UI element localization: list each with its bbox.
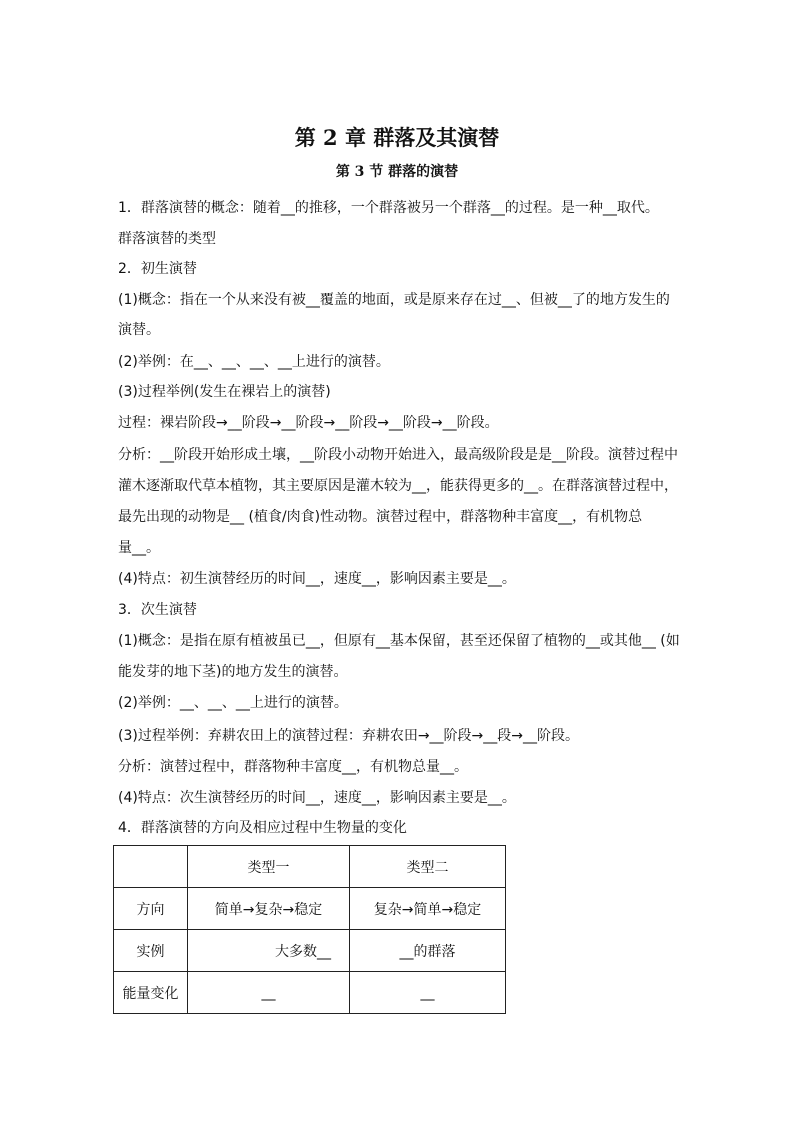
table-header-cell: 类型一 xyxy=(188,846,350,888)
text-line: 最先出现的动物是__ (植食/肉食)性动物。演替过程中，群落物种丰富度__，有机物总 xyxy=(118,509,643,525)
text-line: (4)特点：初生演替经历的时间__，速度__，影响因素主要是__。 xyxy=(118,571,516,587)
text-line: (3)过程举例(发生在裸岩上的演替) xyxy=(118,384,331,400)
table-cell xyxy=(188,930,350,972)
section-title: 第 3 节 群落的演替 xyxy=(335,164,459,180)
text-line: 2．初生演替 xyxy=(118,261,197,277)
text-line: (4)特点：次生演替经历的时间__，速度__，影响因素主要是__。 xyxy=(118,790,516,806)
table-cell: 复杂→简单→稳定 xyxy=(350,888,506,930)
text-line: 量__。 xyxy=(118,540,160,556)
text-line: 能发芽的地下茎)的地方发生的演替。 xyxy=(118,664,348,680)
text-line: 群落演替的类型 xyxy=(118,231,216,247)
table-cell xyxy=(114,846,188,888)
table-cell: __的群落 xyxy=(350,930,506,972)
table-row-label: 方向 xyxy=(114,888,188,930)
chapter-title: 第 2 章 群落及其演替 xyxy=(294,125,500,150)
table-row-label: 实例 xyxy=(114,930,188,972)
table-header-row xyxy=(114,846,506,888)
table-header-cell: 类型二 xyxy=(350,846,506,888)
text-line: 分析：__阶段开始形成土壤，__阶段小动物开始进入，最高级阶段是是__阶段。演替过程中 xyxy=(118,447,678,463)
table-cell: 简单→复杂→稳定 xyxy=(188,888,350,930)
text-line: 4．群落演替的方向及相应过程中生物量的变化 xyxy=(118,820,407,836)
table-cell: __ xyxy=(188,972,350,1014)
succession-table xyxy=(113,845,506,1014)
text-line: (3)过程举例：弃耕农田上的演替过程：弃耕农田→__阶段→__段→__阶段。 xyxy=(118,728,580,744)
table-row-label: 能量变化 xyxy=(114,972,188,1014)
text-line: (1)概念：是指在原有植被虽已__，但原有__基本保留，甚至还保留了植物的__或其他__ (如 xyxy=(118,633,680,649)
text-line: 灌木逐渐取代草本植物，其主要原因是灌木较为__，能获得更多的__。在群落演替过程中， xyxy=(118,478,678,494)
text-line: 过程：裸岩阶段→__阶段→__阶段→__阶段→__阶段→__阶段。 xyxy=(118,415,499,431)
table-row xyxy=(114,888,506,930)
text-line: (2)举例：在__、__、__、__上进行的演替。 xyxy=(118,354,390,370)
text-line: 3．次生演替 xyxy=(118,602,197,618)
table-row xyxy=(114,972,506,1014)
table-cell-text: 大多数__ xyxy=(275,943,331,960)
text-line: 演替。 xyxy=(118,322,160,338)
text-line: (1)概念：指在一个从来没有被__覆盖的地面，或是原来存在过__、但被__了的地方发生的 xyxy=(118,292,670,308)
text-line: 1．群落演替的概念：随着__的推移，一个群落被另一个群落__的过程。是一种__取代。 xyxy=(118,200,659,216)
text-line: (2)举例：__、__、__上进行的演替。 xyxy=(118,695,348,711)
table-row xyxy=(114,930,506,972)
table-cell: __ xyxy=(350,972,506,1014)
text-line: 分析：演替过程中，群落物种丰富度__，有机物总量__。 xyxy=(118,759,468,775)
